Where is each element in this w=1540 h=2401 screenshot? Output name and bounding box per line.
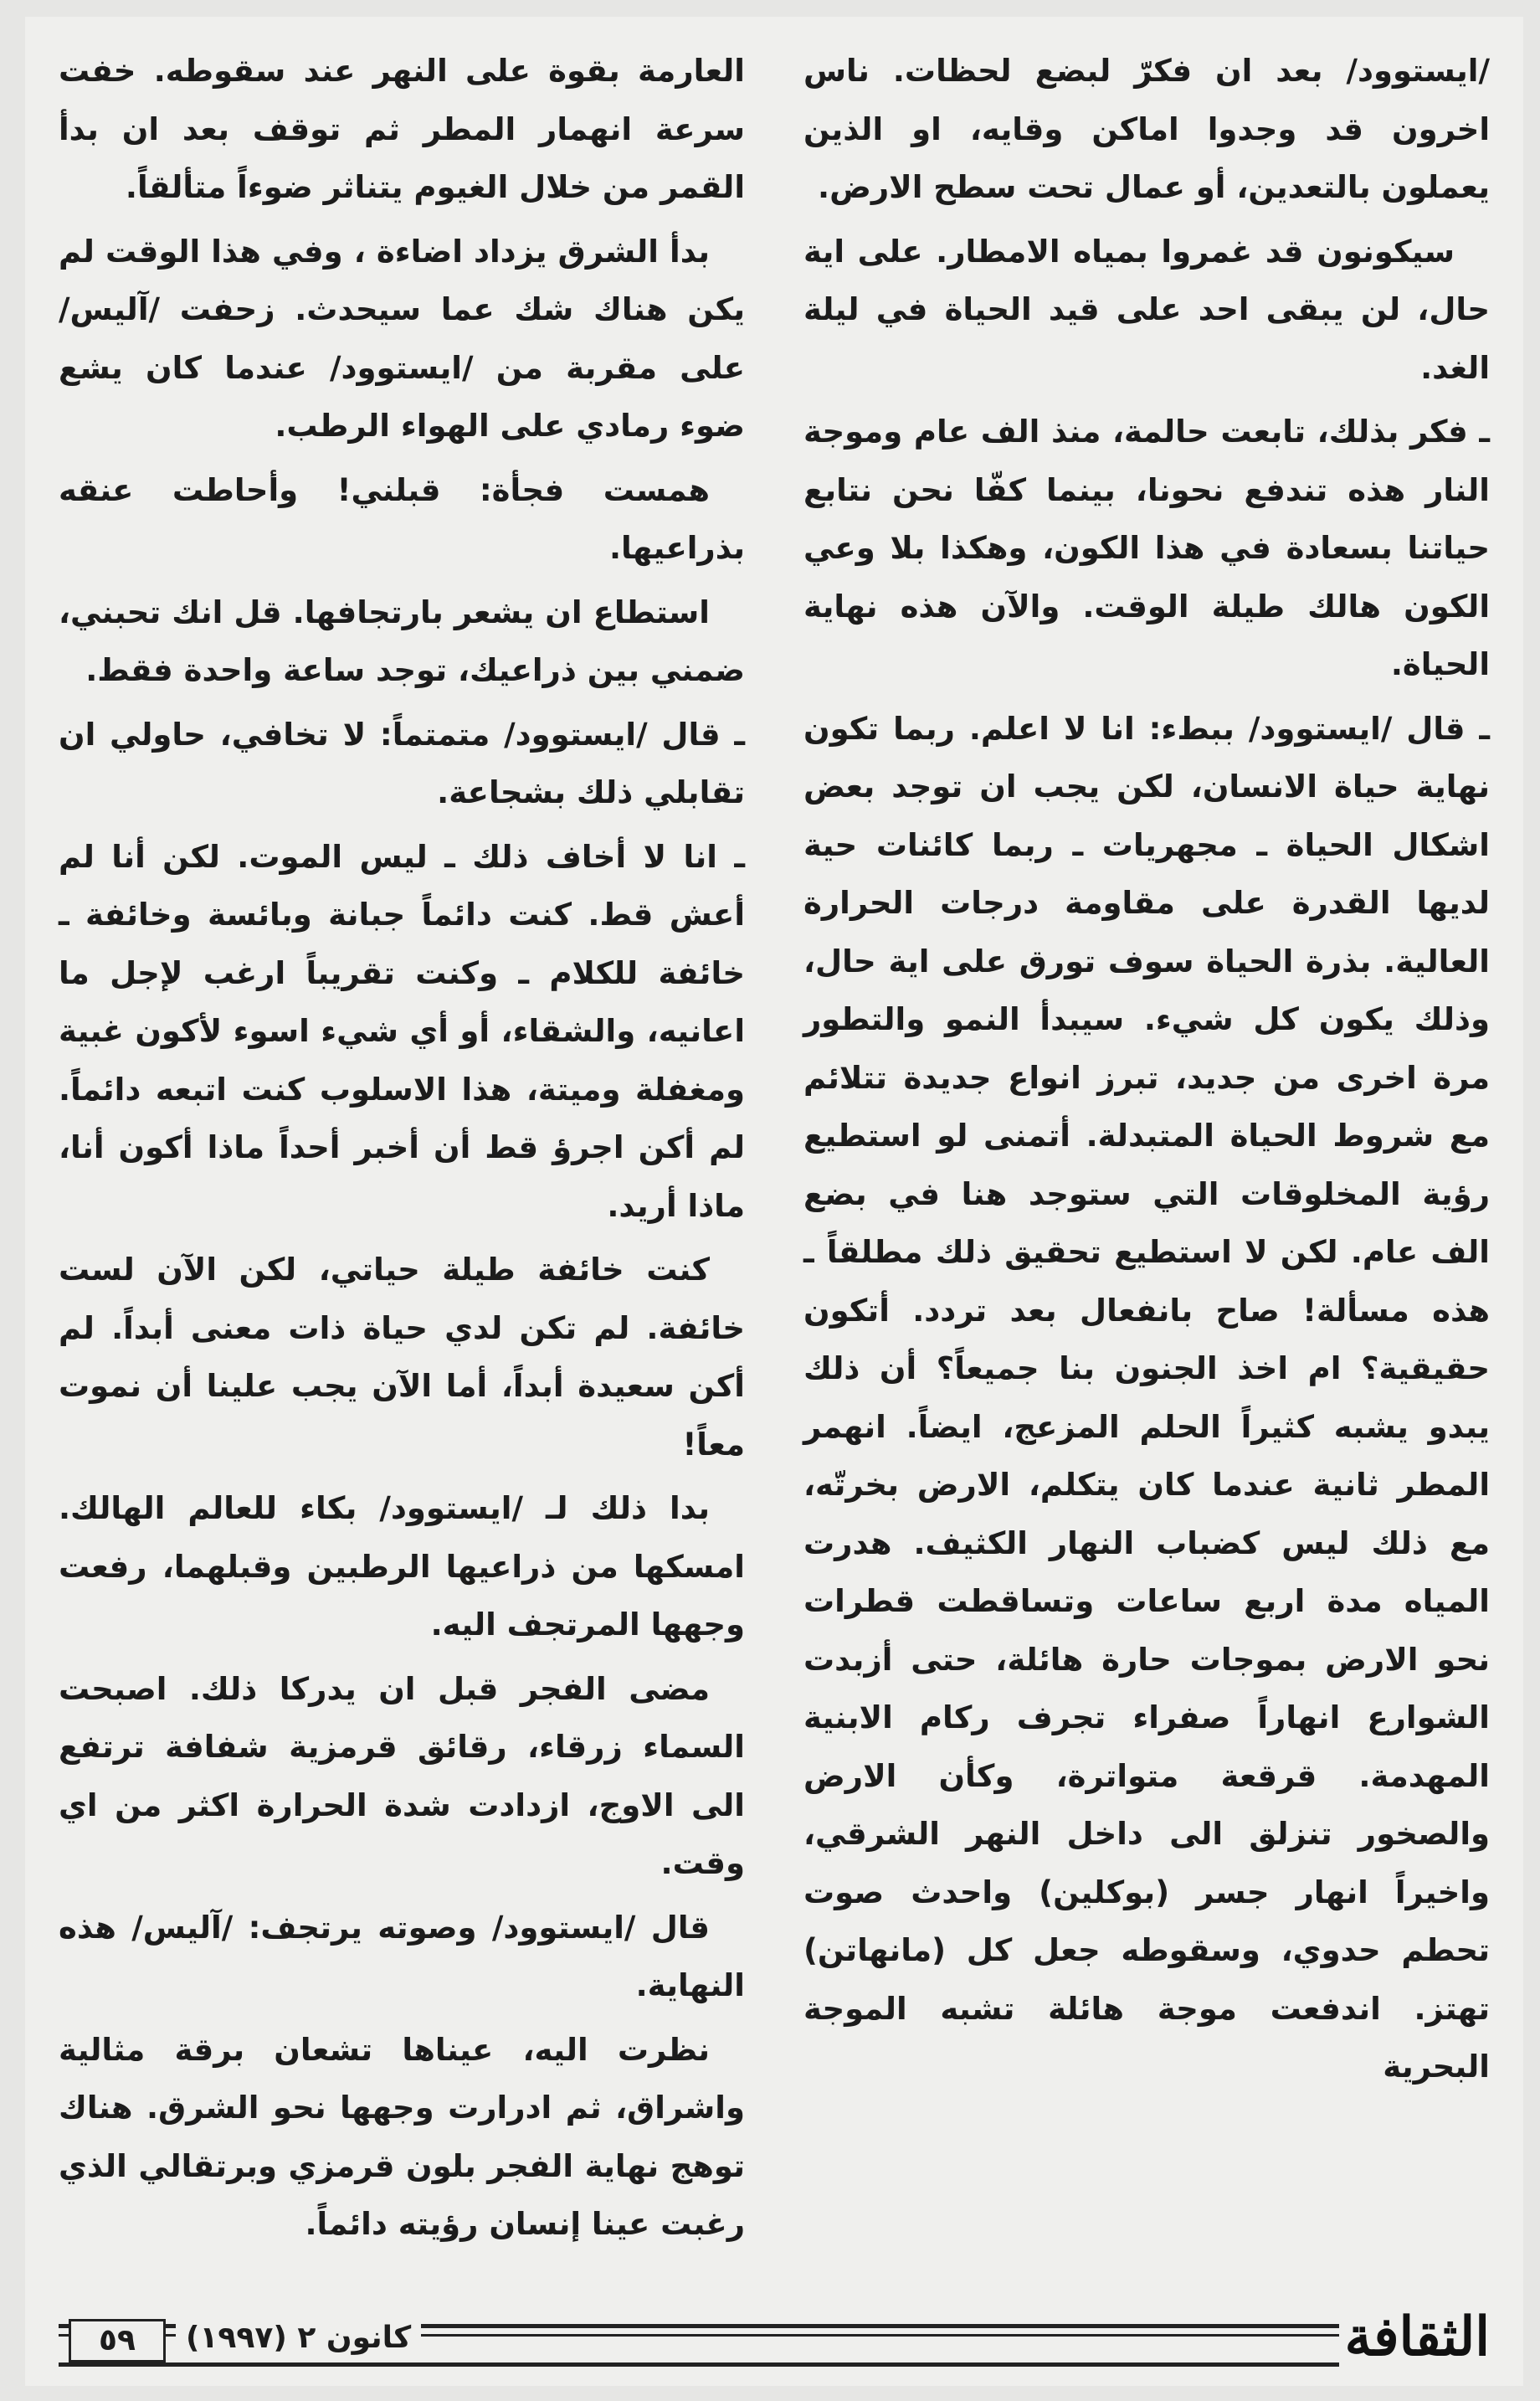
paragraph: استطاع ان يشعر بارتجافها. قل انك تحبني، ضمني بين ذراعيك، توجد ساعة واحدة فقط. [59, 594, 745, 688]
paragraph: سيكونون قد غمروا بمياه الامطار. على اية حال، لن يبقى احد على قيد الحياة في ليلة الغد. [803, 233, 1490, 386]
paragraph: /ايستوود/ بعد ان فكرّ لبضع لحظات. ناس اخرون قد وجدوا اماكن وقايه، او الذين يعملون بالتعدين، أو عمال تحت سطح الارض. [803, 53, 1490, 205]
paragraph: ـ انا لا أخاف ذلك ـ ليس الموت. لكن أنا لم أعش قط. كنت دائماً جبانة وبائسة وخائفة ـ خائفة للكلام ـ وكنت تقريباً ارغب لإجل ما اعانيه، والشقاء، أو أي شيء اسوء لأكون غبية ومغفلة وميتة، هذا الاسلوب كنت اتبعه دائماً. لم أكن اجرؤ قط أن أخبر أحداً ماذا أكون أنا، ماذا أريد. [59, 838, 745, 1224]
paragraph: ـ فكر بذلك، تابعت حالمة، منذ الف عام وموجة النار هذه تندفع نحونا، بينما كفّا نحن نتابع حياتنا بسعادة في هذا الكون، وهكذا بلا وعي الكون هالك طيلة الوقت. والآن هذه نهاية الحياة. [803, 414, 1490, 682]
paragraph: ـ قال /ايستوود/ ببطء: انا لا اعلم. ربما تكون نهاية حياة الانسان، لكن يجب ان توجد بعض اشكال الحياة ـ مجهريات ـ ربما كائنات حية لديها القدرة على مقاومة درجات الحرارة العالية. بذرة الحياة سوف تورق على اية حال، وذلك يكون كل شيء. سيبدأ النمو والتطور مرة اخرى من جديد، تبرز انواع جديدة تتلائم مع شروط الحياة المتبدلة. أتمنى لو استطيع رؤية المخلوقات التي ستوجد هنا في بضع الف عام. لكن لا استطيع تحقيق ذلك مطلقاً ـ هذه مسألة! صاح بانفعال بعد تردد. أتكون حقيقية؟ ام اخذ الجنون بنا جميعاً؟ أن ذلك يبدو يشبه كثيراً الحلم المزعج، ايضاً. انهمر المطر ثانية عندما كان يتكلم، الارض بخرتّه، مع ذلك ليس كضباب النهار الكثيف. هدرت المياه مدة اربع ساعات وتساقطت قطرات نحو الارض بموجات حارة هائلة، حتى أزبدت الشوارع انهاراً صفراء تجرف ركام الابنية المهدمة. قرقعة متواترة، وكأن الارض والصخور تنزلق الى داخل النهر الشرقي، واخيراً انهار جسر (بوكلين) واحدث صوت تحطم حدوي، وسقوطه جعل كل (مانهاتن) تهتز. اندفعت موجة هائلة تشبه الموجة البحرية [803, 710, 1490, 2085]
paragraph: نظرت اليه، عيناها تشعان برقة مثالية واشراق، ثم ادرارت وجهها نحو الشرق. هناك توهج نهاية الفجر بلون قرمزي وبرتقالي الذي رغبت عينا إنسان رؤيته دائماً. [59, 2031, 745, 2242]
footer-rule [59, 2362, 1339, 2367]
paragraph: قال /ايستوود/ وصوته يرتجف: /آليس/ هذه النهاية. [59, 1909, 745, 2003]
page-footer [59, 2306, 1490, 2373]
paragraph: ـ قال /ايستوود/ متمتماً: لا تخافي، حاولي ان تقابلي ذلك بشجاعة. [59, 716, 745, 810]
paragraph: بدا ذلك لـ /ايستوود/ بكاء للعالم الهالك. امسكها من ذراعيها الرطبين وقبلهما، رفعت وجهها المرتجف اليه. [59, 1490, 745, 1643]
text-column-left [59, 42, 745, 2260]
paragraph: مضى الفجر قبل ان يدركا ذلك. اصبحت السماء زرقاء، رقائق قرمزية شفافة ترتفع الى الاوج، ازدادت شدة الحرارة اكثر من اي وقت. [59, 1670, 745, 1881]
paragraph: كنت خائفة طيلة حياتي، لكن الآن لست خائفة. لم تكن لدي حياة ذات معنى أبداً. لم أكن سعيدة أبداً، أما الآن يجب علينا أن نموت معاً! [59, 1252, 745, 1463]
paragraph: بدأ الشرق يزداد اضاءة ، وفي هذا الوقت لم يكن هناك شك عما سيحدث. زحفت /آليس/ على مقربة من /ايستوود/ عندما كان يشع ضوء رمادي على الهواء الرطب. [59, 233, 745, 444]
magazine-logo: الثقافة [1344, 2306, 1490, 2368]
text-column-right [803, 42, 1490, 2102]
magazine-page [25, 17, 1523, 2386]
issue-date: كانون ٢ (١٩٩٧) [176, 2321, 421, 2355]
page-number: ٥٩ [69, 2319, 166, 2362]
paragraph: العارمة بقوة على النهر عند سقوطه. خفت سرعة انهمار المطر ثم توقف بعد ان بدأ القمر من خلال الغيوم يتناثر ضوءاً متألقاً. [59, 53, 745, 205]
paragraph: همست فجأة: قبلني! وأحاطت عنقه بذراعيها. [59, 471, 745, 566]
